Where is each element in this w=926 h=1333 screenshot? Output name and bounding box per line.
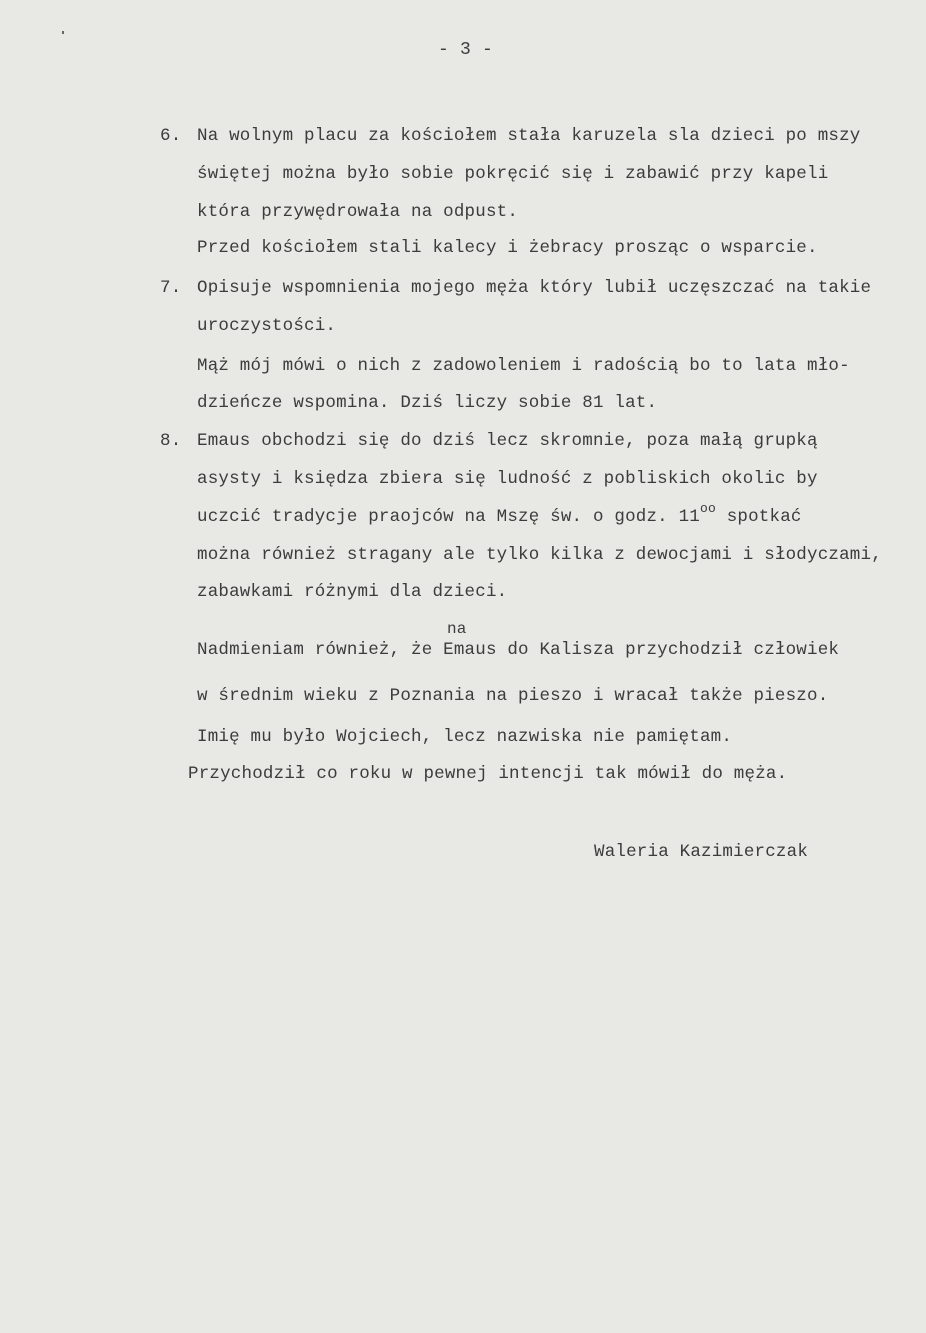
item-number-7: 7.: [160, 278, 182, 298]
item-6-line-2: świętej można było sobie pokręcić się i zabawić przy kapeli: [197, 164, 829, 184]
item-8-line-1: Emaus obchodzi się do dziś lecz skromnie, poza małą grupką: [197, 431, 818, 451]
ink-speck: [62, 31, 64, 34]
page-number: - 3 -: [438, 40, 494, 60]
closing-line-2: w średnim wieku z Poznania na pieszo i wracał także pieszo.: [197, 686, 829, 706]
time-superscript: oo: [699, 501, 716, 516]
signature: Waleria Kazimierczak: [594, 842, 809, 862]
item-7-line-3: Mąż mój mówi o nich z zadowoleniem i radością bo to lata mło-: [197, 356, 850, 376]
item-6-line-1: Na wolnym placu za kościołem stała karuzela sla dzieci po mszy: [197, 126, 861, 146]
item-7-line-4: dzieńcze wspomina. Dziś liczy sobie 81 lat.: [197, 393, 658, 413]
item-8-line-4: można również stragany ale tylko kilka z dewocjami i słodyczami,: [197, 545, 882, 565]
handwritten-insertion: na: [447, 620, 467, 638]
item-number-6: 6.: [160, 126, 182, 146]
item-6-line-4: Przed kościołem stali kalecy i żebracy prosząc o wsparcie.: [197, 238, 818, 258]
item-8-line-3-end: spotkać: [716, 507, 802, 527]
closing-line-4: Przychodził co roku w pewnej intencji tak mówił do męża.: [188, 764, 788, 784]
closing-line-3: Imię mu było Wojciech, lecz nazwiska nie pamiętam.: [197, 727, 733, 747]
item-8-line-5: zabawkami różnymi dla dzieci.: [197, 582, 508, 602]
item-8-line-2: asysty i księdza zbiera się ludność z pobliskich okolic by: [197, 469, 818, 489]
item-number-8: 8.: [160, 431, 182, 451]
item-8-line-3: [197, 501, 802, 528]
item-7-line-1: Opisuje wspomnienia mojego męża który lubił uczęszczać na takie: [197, 278, 872, 298]
closing-line-1: Nadmieniam również, że Emaus do Kalisza przychodził człowiek: [197, 640, 840, 660]
item-6-line-3: która przywędrowała na odpust.: [197, 202, 519, 222]
item-7-line-2: uroczystości.: [197, 316, 337, 336]
item-8-line-3-text: uczcić tradycje praojców na Mszę św. o godz. 11: [197, 507, 700, 527]
